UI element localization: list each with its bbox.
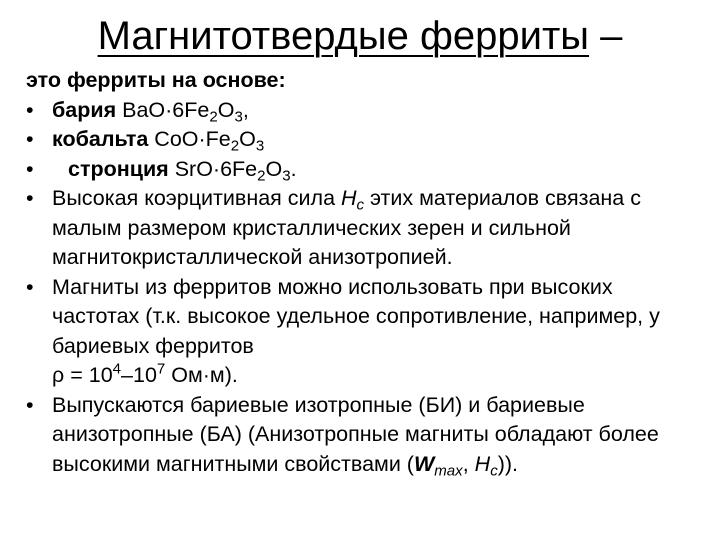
formula-part: O [265,156,283,181]
coercivity-subscript: c [356,196,365,214]
resistivity-formula: –10 [121,363,157,387]
separator: , [462,451,475,476]
formula-end: . [290,156,297,181]
list-item-frequency [22,273,702,391]
resistivity-formula: ρ = 10 [52,363,113,387]
bullet-icon: • [26,392,34,417]
formula-part: BaO·6Fe [116,97,210,122]
energy-subscript: max [434,462,463,479]
formula-subscript: 2 [257,167,266,184]
intro-line: это ферриты на основе: [26,68,286,92]
formula-subscript: 2 [230,137,240,155]
formula-subscript: 2 [209,108,218,125]
bullet-icon: • [26,274,34,299]
coercivity-symbol: H [474,451,491,476]
formula-subscript: 3 [282,167,291,184]
list-item-cobalt [22,125,702,155]
exponent: 7 [156,360,166,378]
energy-symbol: W [413,451,435,476]
formula-part: O [239,127,256,151]
resistivity-unit: Ом·м). [165,363,238,387]
paragraph-text: этих материалов связана с малым размером кристаллических зерен и сильной магнитокристаллической анизотропией. [52,186,641,269]
paragraph-text: Высокая коэрцитивная сила [52,186,342,210]
item-label: стронция [68,156,169,181]
list-item-coercivity [22,184,702,273]
item-label: кобальта [52,127,149,151]
item-label: бария [52,97,117,122]
title-dash: – [600,14,623,58]
coercivity-symbol: H [341,186,357,210]
formula-subscript: 3 [234,108,243,125]
list-item-barium [22,96,702,126]
bullet-list [22,96,702,480]
bullet-icon: • [26,156,34,181]
title-text: Магнитотвердые ферриты [97,14,590,58]
formula-part: CoO·Fe [148,127,231,151]
slide-body [22,66,702,479]
paragraph-text: Магниты из ферритов можно использовать при высоких частотах (т.к. высокое удельное сопротивление, например, у бариевых ферритов [52,274,660,358]
formula-end: , [242,97,249,122]
exponent: 4 [112,360,122,378]
paragraph-end: )). [497,451,519,476]
bullet-icon: • [26,186,34,210]
formula-subscript: 3 [255,137,265,155]
coercivity-subscript: c [490,462,498,479]
paragraph-text: Выпускаются бариевые изотропные (БИ) и бариевые анизотропные (БА) (Анизотропные магниты обладают более высокими магнитными свойствами ( [52,392,659,476]
bullet-icon: • [26,97,34,122]
list-item-strontium [22,155,702,185]
list-item-production [22,391,702,480]
formula-part: O [217,97,235,122]
formula-part: SrO·6Fe [168,156,258,181]
bullet-icon: • [26,127,34,151]
slide-title [0,10,720,62]
